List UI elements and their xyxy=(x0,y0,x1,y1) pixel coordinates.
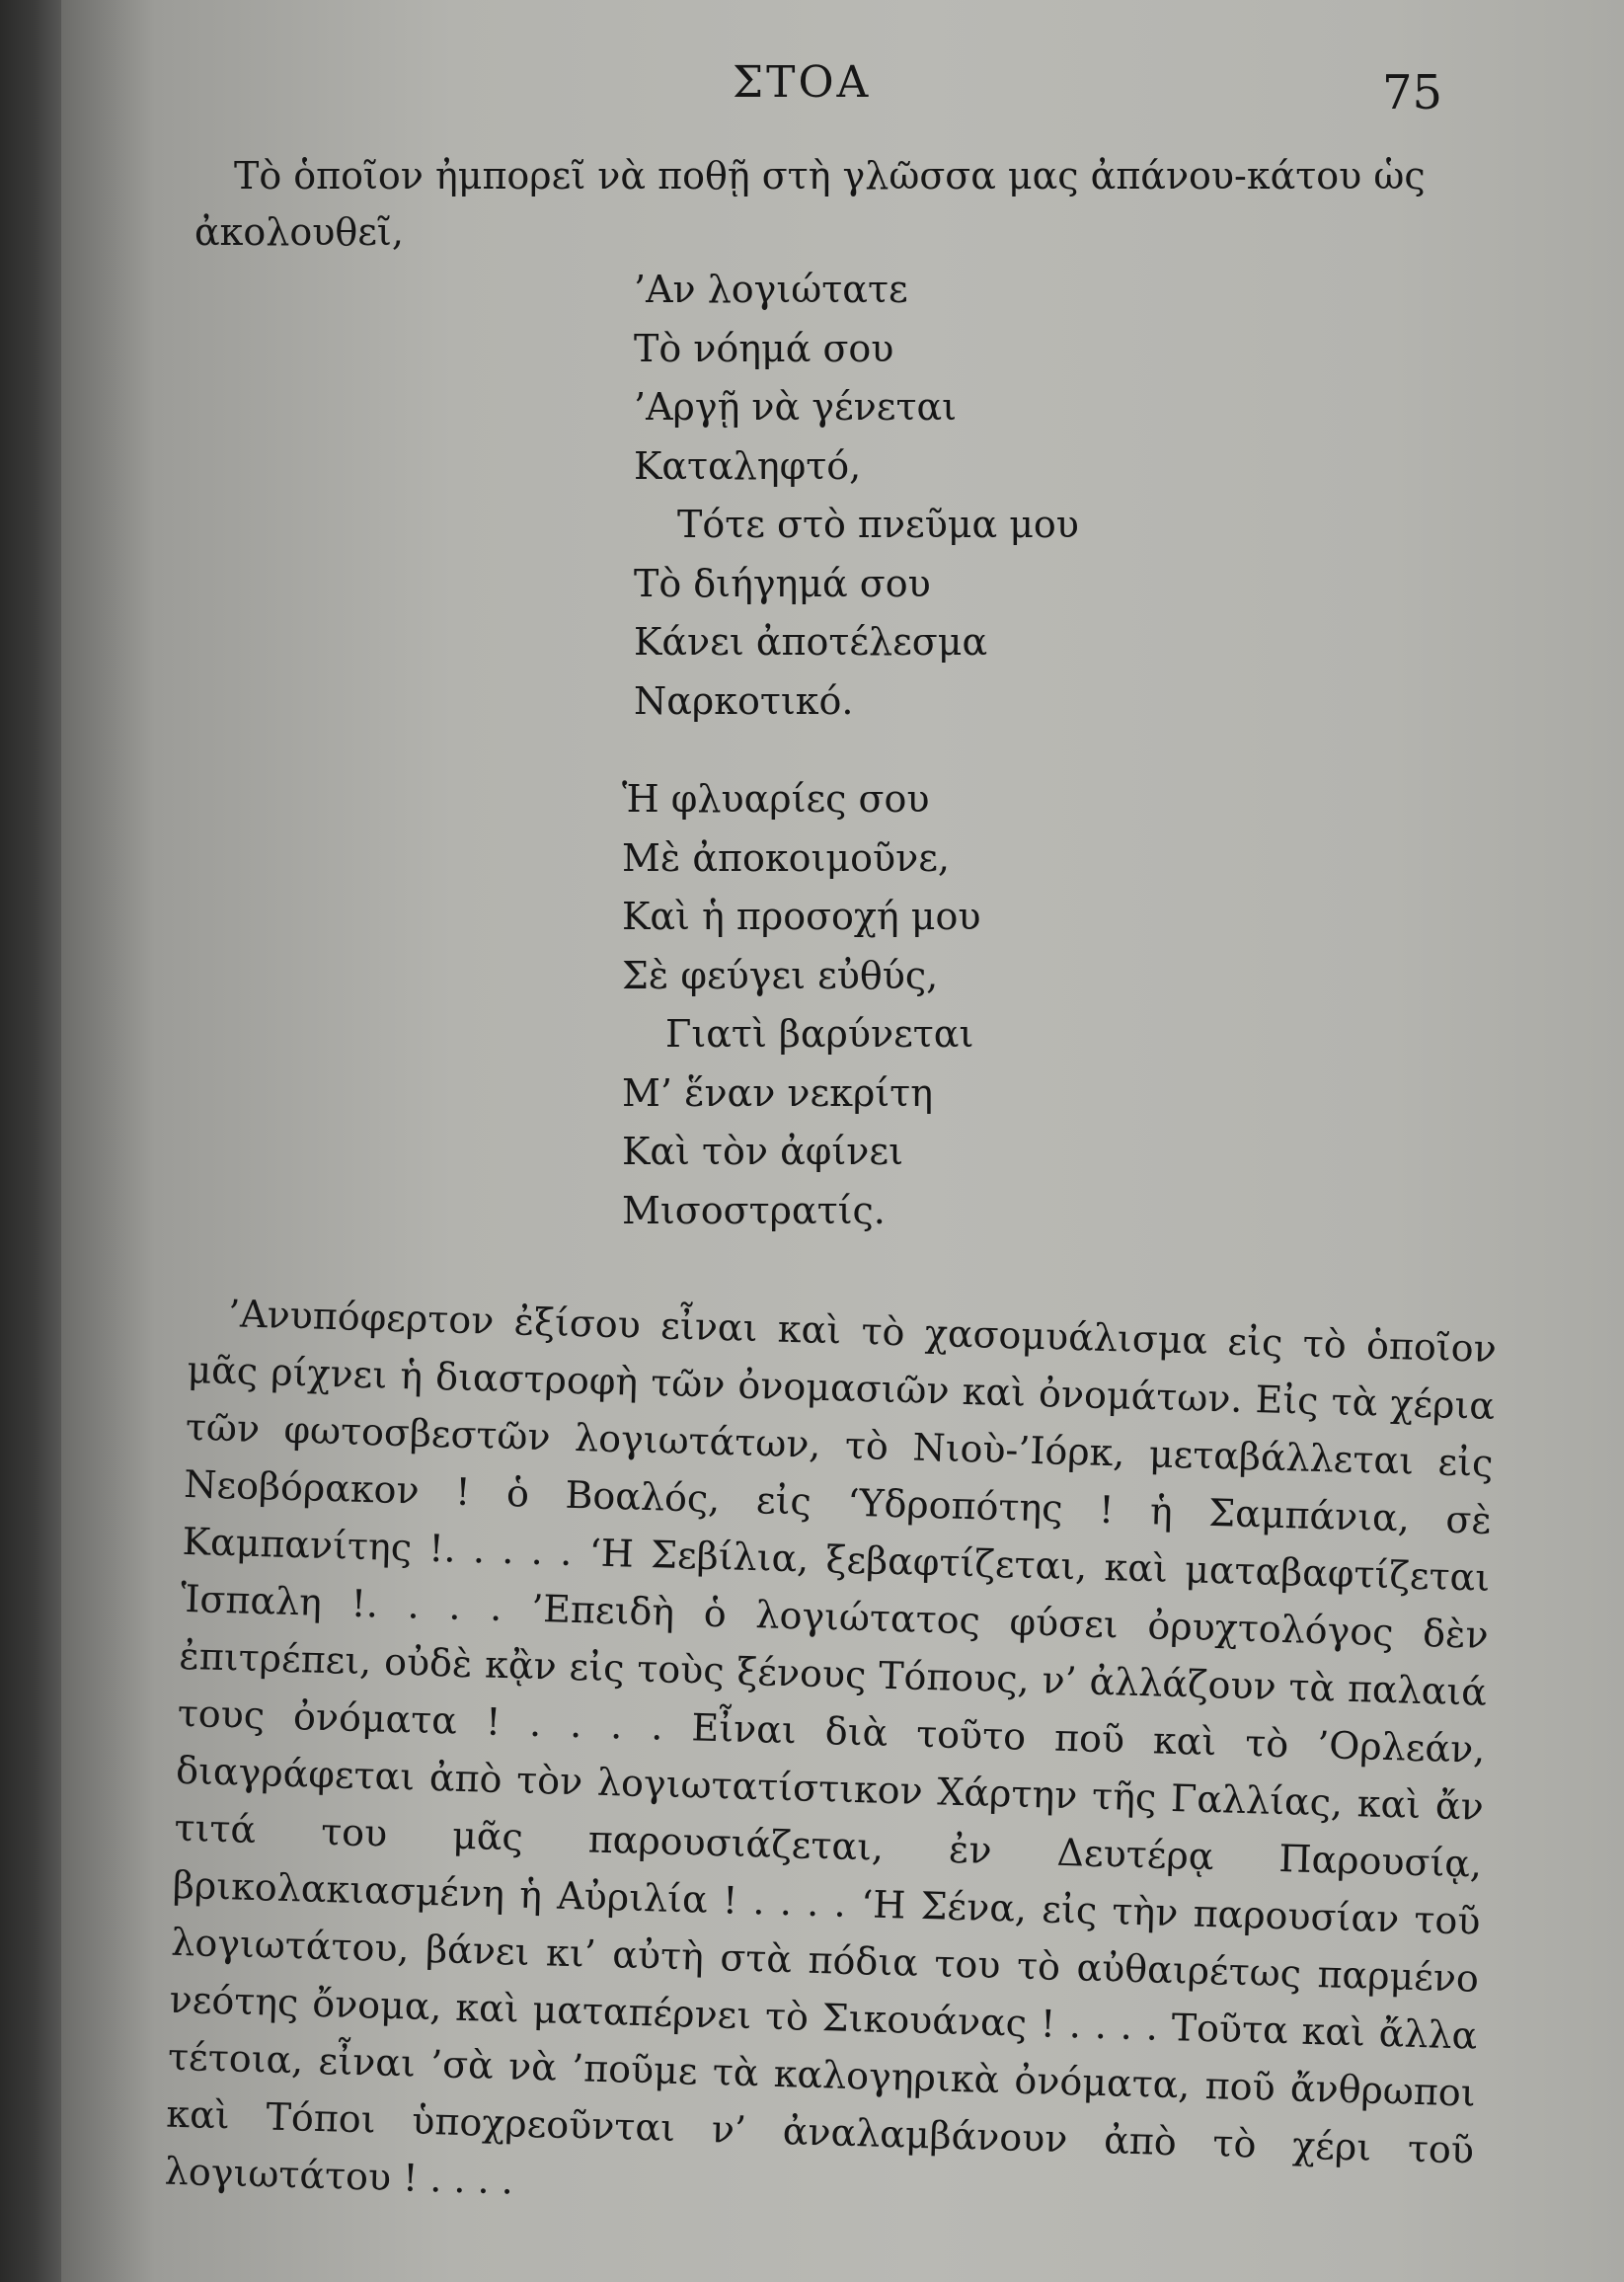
book-page xyxy=(61,0,1624,2282)
book-gutter xyxy=(0,0,61,2282)
verse-line: Καταληφτό, xyxy=(634,443,862,488)
verse-line: ’Αργῇ νὰ γένεται xyxy=(634,385,958,429)
verse-line: Σὲ φεύγει εὐθύς, xyxy=(622,953,939,997)
verse-line: Μ’ ἕναν νεκρίτη xyxy=(622,1070,933,1115)
verse-line: Καὶ ἡ προσοχή μου xyxy=(622,895,981,938)
verse-line: Μισοστρατίς. xyxy=(622,1188,886,1232)
verse-line: Καὶ τὸν ἀφίνει xyxy=(622,1130,903,1173)
verse-line: Μὲ ἀποκοιμοῦνε, xyxy=(622,835,950,880)
stanza-1 xyxy=(634,261,1079,731)
verse-line: Τὸ διήγημά σου xyxy=(634,561,931,605)
verse-line: ’Αν λογιώτατε xyxy=(634,268,908,311)
verse-line: Τὸ νόημά σου xyxy=(634,326,894,370)
running-title: ΣΤΟΑ xyxy=(733,57,872,108)
stanza-2 xyxy=(622,770,980,1240)
poem xyxy=(61,0,1624,1244)
verse-line: Ναρκοτικό. xyxy=(634,678,854,723)
verse-line: Τότε στὸ πνεῦμα μου xyxy=(677,503,1079,546)
verse-line: Ἡ φλυαρίες σου xyxy=(622,777,930,821)
intro-paragraph: Τὸ ὁποῖον ἠμπορεῖ νὰ ποθῇ στὴ γλῶσσα μας ἀπάνου-κάτου ὡς ἀκολουθεῖ, xyxy=(194,154,1426,254)
page-number: 75 xyxy=(1382,65,1443,120)
verse-line: Κάνει ἀποτέλεσμα xyxy=(634,620,988,664)
closing-paragraph: ’Ανυπόφερτον ἐξίσου εἶναι καὶ τὸ χασομυάλισμα εἰς τὸ ὁποῖον μᾶς ρίχνει ἡ διαστροφὴ τῶν ὀνομασιῶν καὶ ὀνομάτων. Εἰς τὰ χέρια τῶν φωτοσβεστῶν λογιωτάτων, τὸ Νιοὺ-’Ιόρκ, μεταβάλλεται εἰς Νεοβόρακον ! ὁ Βοαλός, εἰς ‘Υδροπότης ! ἡ Σαμπάνια, σὲ Καμπανίτης !. . . . . ‘Η Σεβίλια, ξεβαφτίζεται, καὶ ματαβαφτίζεται Ἱσπαλη !. . . . ’Επειδὴ ὁ λογιώτατος φύσει ὀρυχτολόγος δὲν ἐπιτρέπει, οὐδὲ κᾂν εἰς τοὺς ξένους Τόπους, ν’ ἀλλάζουν τὰ παλαιά τους ὀνόματα ! . . . . Εἶναι διὰ τοῦτο ποῦ καὶ τὸ ’Ορλεάν, διαγράφεται ἀπὸ τὸν λογιωτατίστικον Χάρτην τῆς Γαλλίας, καὶ ἄν τιτά του μᾶς παρουσιάζεται, ἐν Δευτέρᾳ Παρουσίᾳ, βρικολακιασμένη ἡ Αὐριλία ! . . . . ‘Η Σένα, εἰς τὴν παρουσίαν τοῦ λογιωτάτου, βάνει κι’ αὐτὴ στὰ πόδια του τὸ αὐθαιρέτως παρμένο νεότης ὄνομα, καὶ ματαπέρνει τὸ Σικουάνας ! . . . . Τοῦτα καὶ ἄλλα τέτοια, εἶναι ’σὰ νὰ ’ποῦμε τὰ καλογηρικὰ ὀνόματα, ποῦ ἄνθρωποι καὶ Τόποι ὑποχρεοῦνται ν’ ἀναλαμβάνουν ἀπὸ τὸ χέρι τοῦ λογιωτάτου ! . . . . xyxy=(164,1292,1498,2203)
verse-line: Γιατὶ βαρύνεται xyxy=(665,1012,974,1056)
